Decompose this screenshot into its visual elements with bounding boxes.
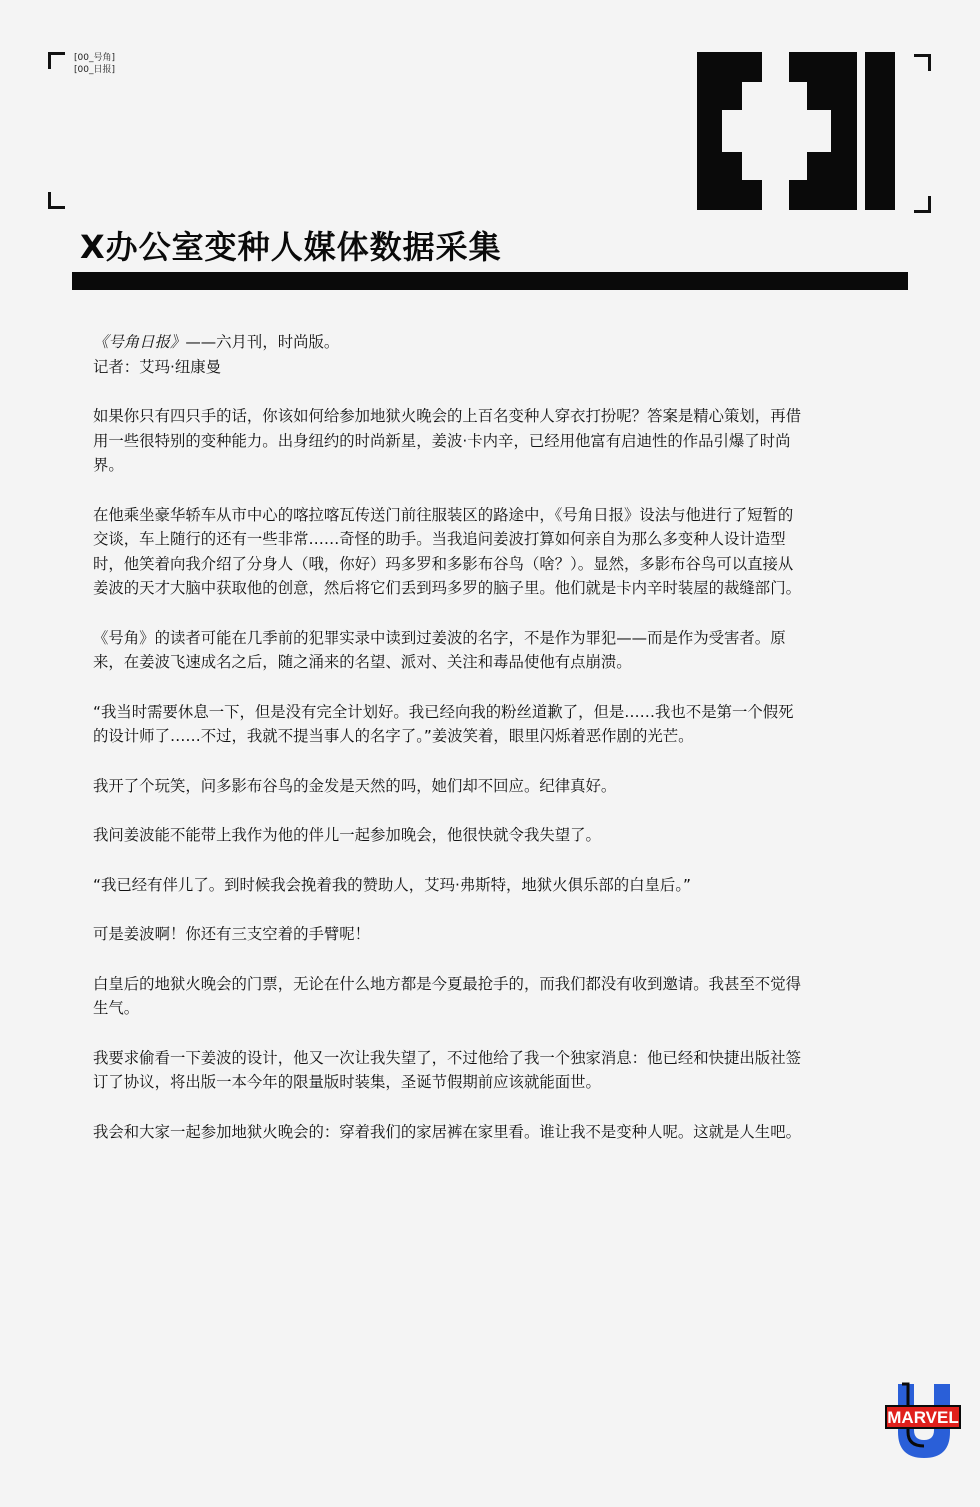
corner-bracket-bottom-right bbox=[914, 196, 931, 213]
paragraph: 我问姜波能不能带上我作为他的伴儿一起参加晚会，他很快就令我失望了。 bbox=[93, 826, 601, 844]
reporter-line: 记者：艾玛·纽康曼 bbox=[93, 357, 222, 376]
code-line-2: [00_日报] bbox=[74, 65, 115, 75]
code-line-1: [00_号角] bbox=[74, 53, 115, 63]
publication-line bbox=[93, 330, 801, 355]
corner-bracket-bottom-left bbox=[48, 192, 65, 209]
paragraph: 白皇后的地狱火晚会的门票，无论在什么地方都是今夏最抢手的，而我们都没有收到邀请。我甚至不觉得生气。 bbox=[93, 974, 801, 1017]
page-title: X办公室变种人媒体数据采集 bbox=[80, 228, 502, 266]
paragraph: 可是姜波啊！你还有三支空着的手臂呢！ bbox=[93, 925, 371, 943]
document-codes bbox=[74, 52, 115, 76]
paragraph: 我开了个玩笑，问多影布谷鸟的金发是天然的吗，她们却不回应。纪律真好。 bbox=[93, 776, 617, 795]
publication-issue: ——六月刊，时尚版。 bbox=[185, 333, 340, 351]
marvel-unlimited-logo-icon bbox=[884, 1380, 964, 1462]
paragraph: 《号角》的读者可能在几季前的犯罪实录中读到过姜波的名字，不是作为罪犯——而是作为受害者。原来，在姜波飞速成名之后，随之涌来的名望、派对、关注和毒品使他有点崩溃。 bbox=[93, 628, 786, 671]
paragraph: 如果你只有四只手的话，你该如何给参加地狱火晚会的上百名变种人穿衣打扮呢？答案是精心策划，再借用一些很特别的变种能力。出身纽约的时尚新星，姜波·卡内辛，已经用他富有启迪性的作品引爆了时尚界。 bbox=[93, 407, 801, 474]
paragraph: “我当时需要休息一下，但是没有完全计划好。我已经向我的粉丝道歉了，但是……我也不是第一个假死的设计师了……不过，我就不提当事人的名字了。”姜波笑着，眼里闪烁着恶作剧的光芒。 bbox=[93, 702, 794, 745]
paragraph: 我要求偷看一下姜波的设计，他又一次让我失望了，不过他给了我一个独家消息：他已经和快捷出版社签订了协议，将出版一本今年的限量版时装集，圣诞节假期前应该就能面世。 bbox=[93, 1048, 801, 1091]
paragraph: 我会和大家一起参加地狱火晚会的：穿着我们的家居裤在家里看。谁让我不是变种人呢。这就是人生吧。 bbox=[93, 1122, 801, 1141]
corner-bracket-top-right bbox=[914, 54, 931, 71]
marvel-logo-text: MARVEL bbox=[887, 1408, 959, 1427]
article-meta bbox=[93, 330, 801, 379]
title-divider-bar bbox=[72, 272, 908, 290]
x-office-logo-icon bbox=[697, 52, 902, 210]
paragraph: 在他乘坐豪华轿车从市中心的喀拉喀瓦传送门前往服装区的路途中，《号角日报》设法与他进行了短暂的交谈，车上随行的还有一些非常……奇怪的助手。当我追问姜波打算如何亲自为那么多变种人设计造型时，他笑着向我介绍了分身人（哦，你好）玛多罗和多影布谷鸟（啥？）。显然，多影布谷鸟可以直接从姜波的天才大脑中获取他的创意，然后将它们丢到玛多罗的脑子里。他们就是卡内辛时装屋的裁缝部门。 bbox=[93, 505, 801, 597]
corner-bracket-top-left bbox=[48, 52, 65, 69]
publication-name: 《号角日报》 bbox=[93, 333, 186, 351]
article-body bbox=[93, 330, 801, 1169]
paragraph: “我已经有伴儿了。到时候我会挽着我的赞助人，艾玛·弗斯特，地狱火俱乐部的白皇后。” bbox=[93, 875, 691, 894]
